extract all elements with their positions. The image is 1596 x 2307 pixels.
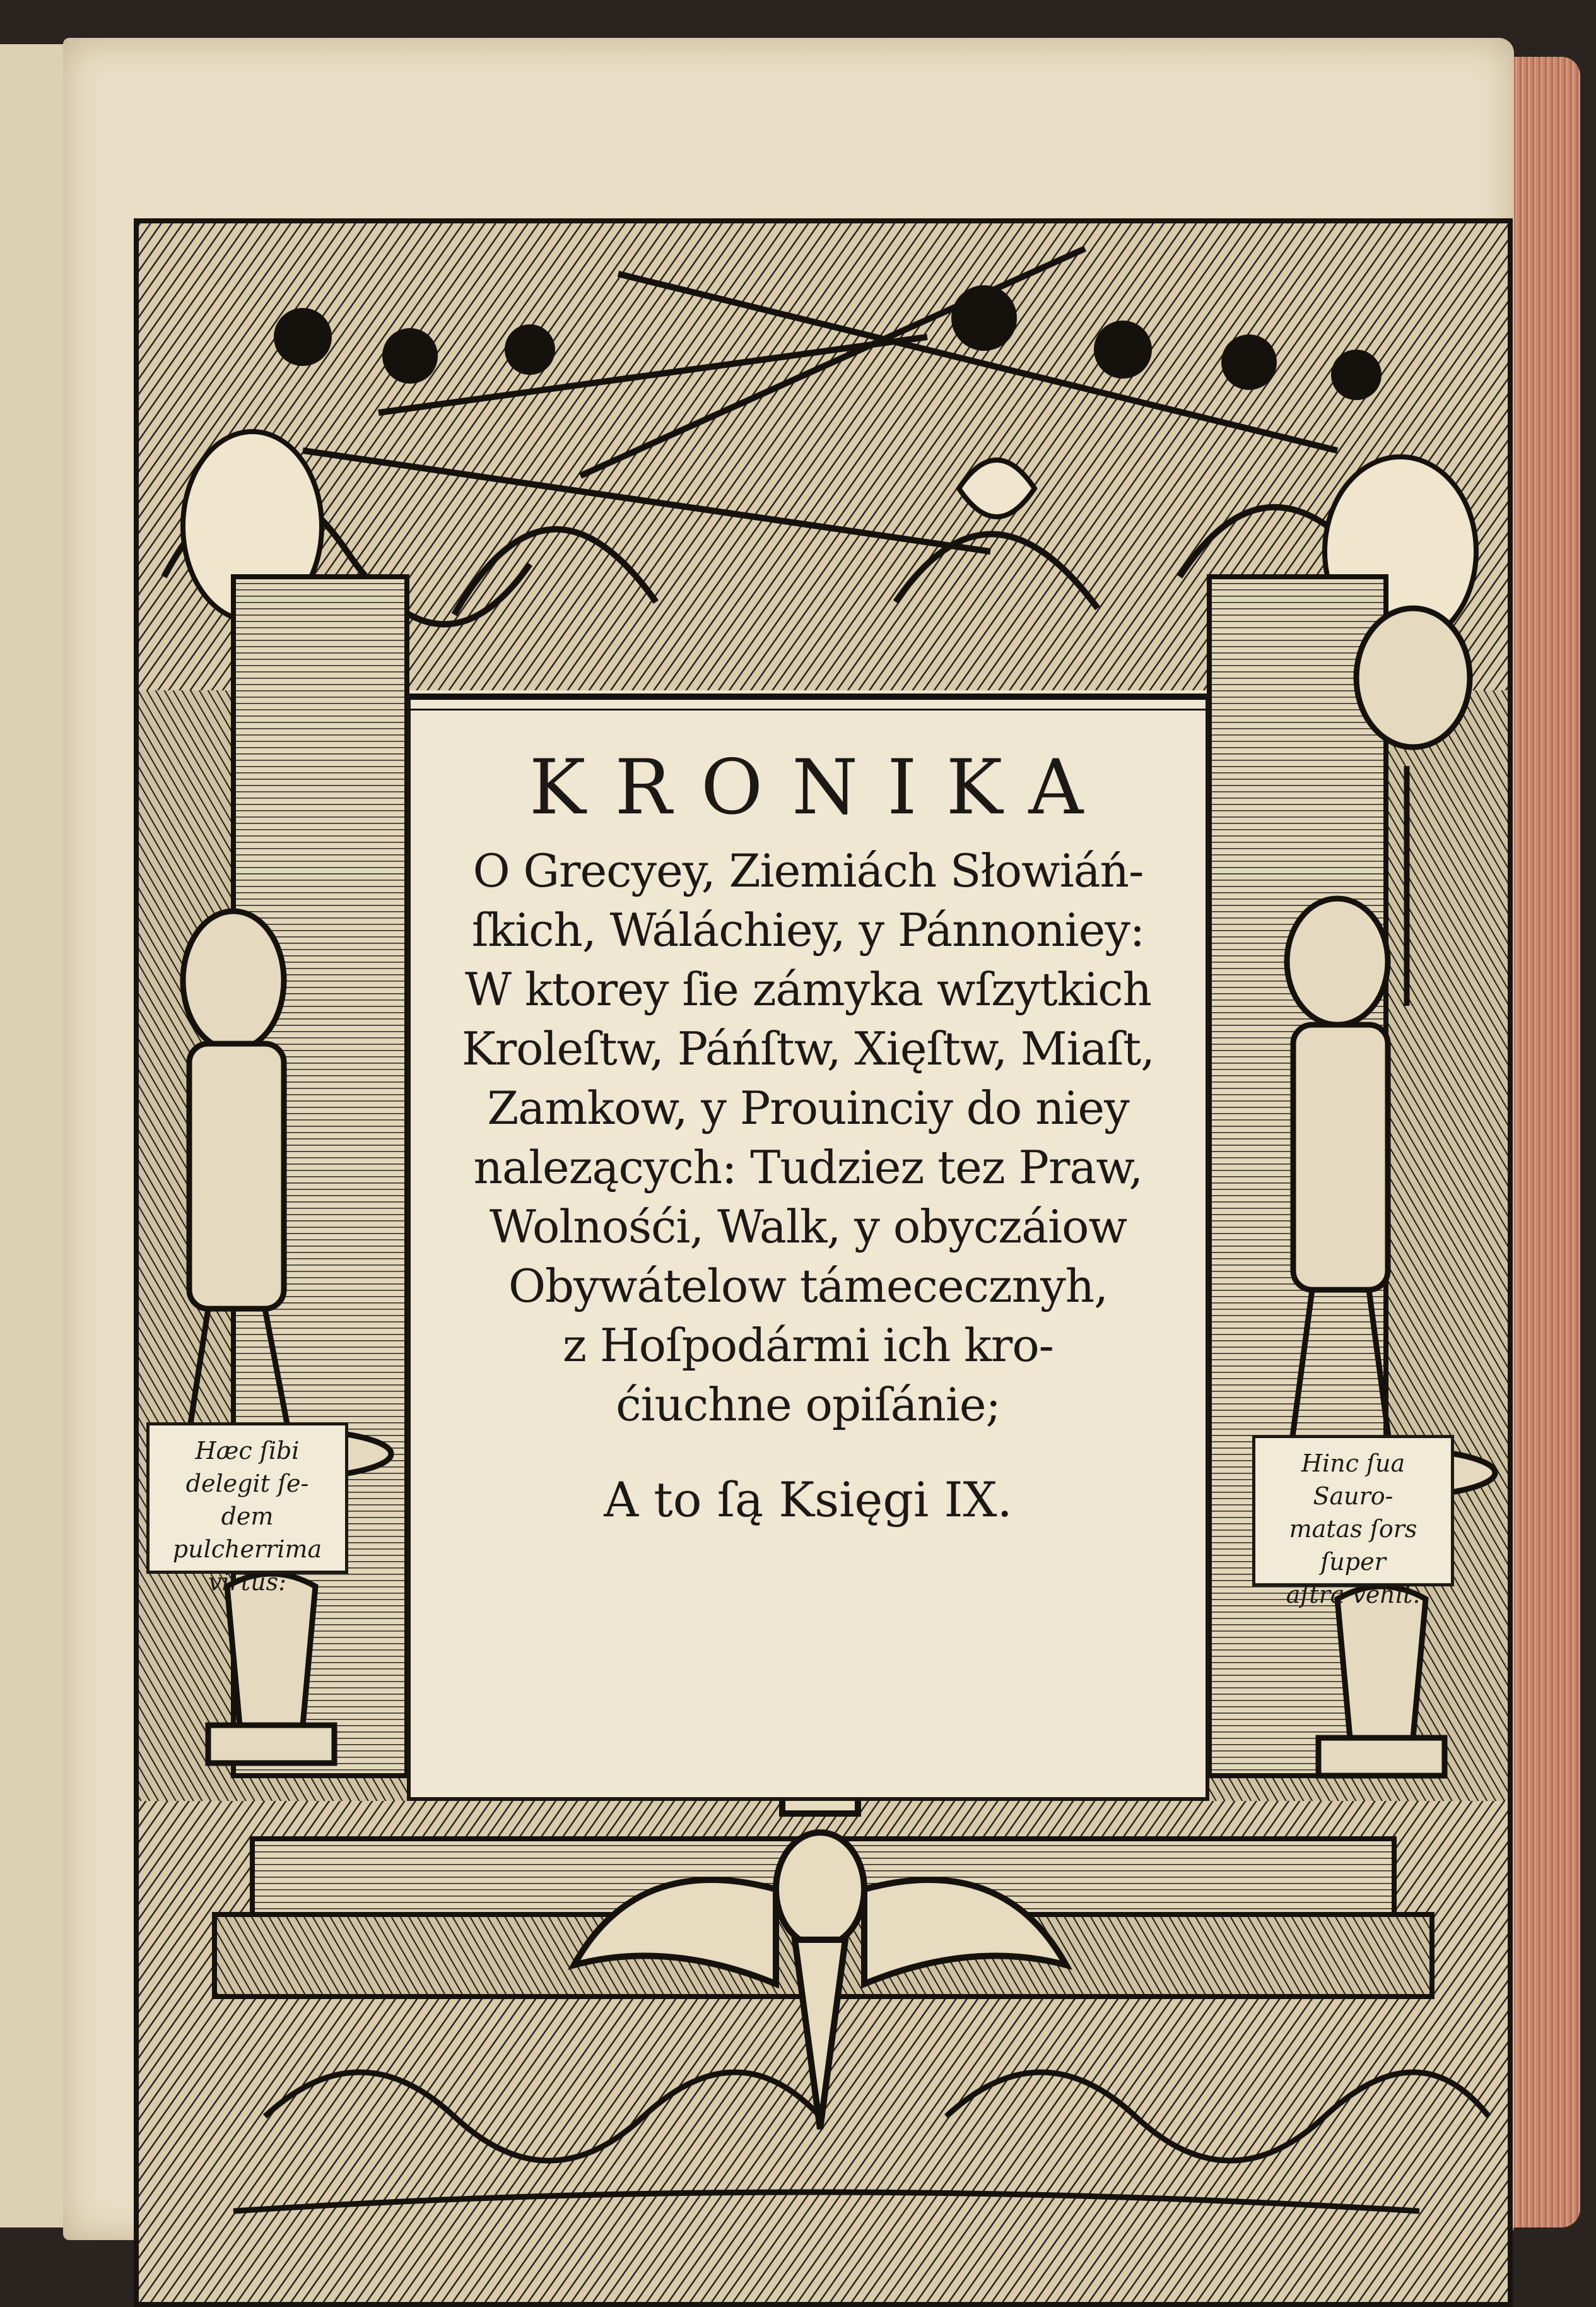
book-page [63, 38, 1514, 2240]
title-line: O Grecyey, Ziemiách Słowiáń- [472, 844, 1144, 897]
woodcut-frame [134, 218, 1513, 2307]
title-line: W ktorey ſie zámyka wſzytkich [465, 963, 1151, 1016]
title-line: ſkich, Wáláchiey, y Pánnoniey: [471, 904, 1145, 957]
title-block [411, 744, 1206, 1531]
tablet-line: virtus: [208, 1568, 286, 1596]
tablet-line: dem pulcherrima [172, 1502, 322, 1563]
title-line: Wolnośći, Walk, y obyczáiow [489, 1200, 1127, 1253]
latin-tablet-left [146, 1422, 348, 1596]
volume-note: A to ſą Księgi IX. [604, 1472, 1012, 1528]
title-line: z Hoſpodármi ich kro- [563, 1319, 1053, 1372]
double-rule [411, 693, 1206, 711]
title-line: Obywátelow támececznyh, [508, 1260, 1108, 1313]
title-line: Zamkow, y Prouinciy do niey [487, 1082, 1129, 1135]
title-line: Kroleſtw, Páńſtw, Xięſtw, Miaſt, [461, 1022, 1155, 1075]
main-title: KRONIKA [529, 744, 1113, 832]
tablet-line: Hæc ſibi delegit ſe- [185, 1437, 309, 1497]
latin-tablet-right [1252, 1435, 1454, 1608]
tablet-line: matas ſors ſuper [1289, 1515, 1417, 1576]
title-panel [407, 693, 1209, 1801]
previous-page-leaf [0, 44, 72, 2227]
title-line: ćiuchne opiſánie; [616, 1378, 1000, 1431]
tablet-line: aſtra vehit. [1286, 1581, 1421, 1608]
page-stack-edge [1511, 57, 1580, 2227]
title-line: nalezących: Tudziez tez Praw, [473, 1141, 1143, 1194]
tablet-line: Hinc ſua Sauro- [1301, 1449, 1405, 1510]
